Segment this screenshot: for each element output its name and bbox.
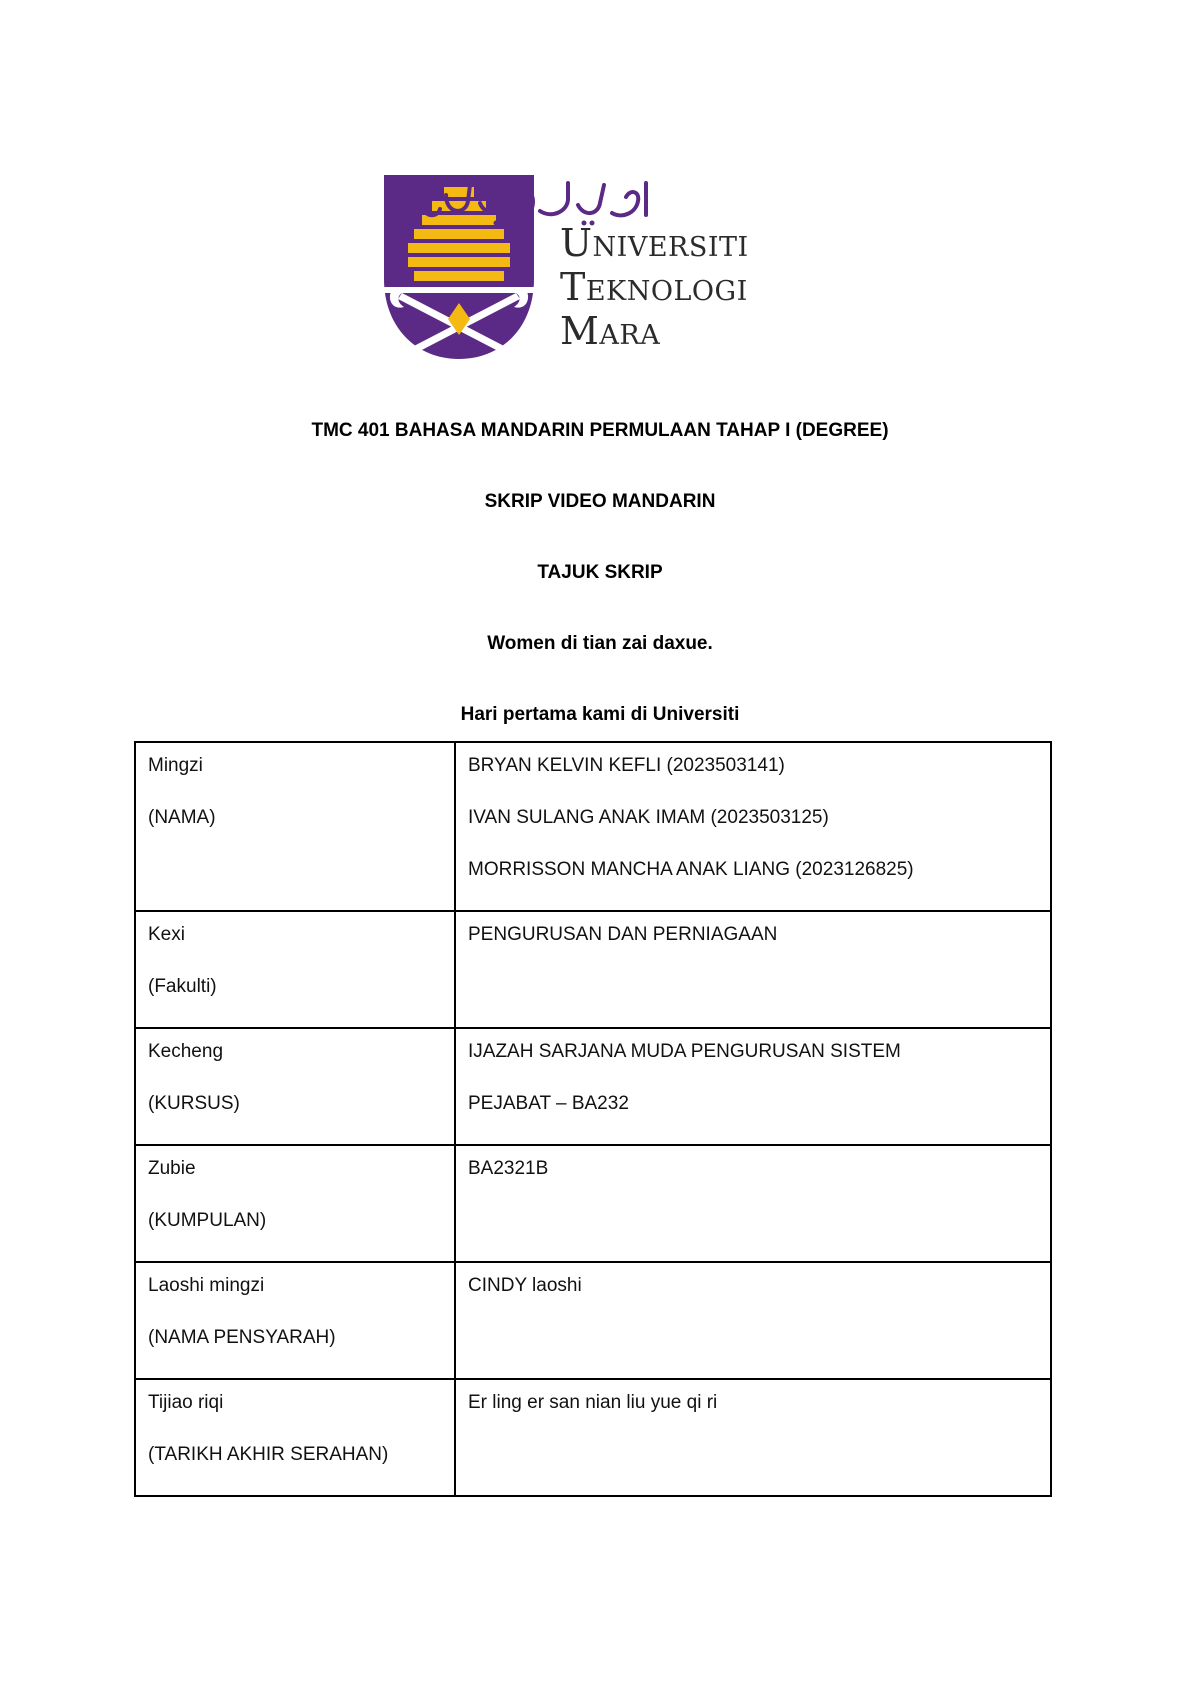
value-text: BA2321B bbox=[468, 1158, 549, 1179]
label-text: (NAMA PENSYARAH) bbox=[148, 1327, 336, 1348]
label-cell bbox=[135, 1145, 455, 1262]
table-row bbox=[135, 911, 1051, 1028]
label-cell bbox=[135, 911, 455, 1028]
label-text: Zubie bbox=[148, 1158, 196, 1179]
value-cell bbox=[455, 1379, 1051, 1496]
value-text: CINDY laoshi bbox=[468, 1275, 582, 1296]
value-text: PENGURUSAN DAN PERNIAGAAN bbox=[468, 924, 778, 945]
table-row bbox=[135, 1379, 1051, 1496]
topic-pinyin: Women di tian zai daxue. bbox=[487, 633, 713, 654]
label-text: (TARIKH AKHIR SERAHAN) bbox=[148, 1444, 389, 1465]
label-cell bbox=[135, 1379, 455, 1496]
label-text: Mingzi bbox=[148, 755, 203, 776]
label-text: Laoshi mingzi bbox=[148, 1275, 265, 1296]
table-row bbox=[135, 742, 1051, 911]
value-text: PEJABAT – BA232 bbox=[468, 1093, 629, 1114]
value-text: IVAN SULANG ANAK IMAM (2023503125) bbox=[468, 807, 829, 828]
value-text: BRYAN KELVIN KEFLI (2023503141) bbox=[468, 755, 785, 776]
label-text: Tijiao riqi bbox=[148, 1392, 224, 1413]
value-cell bbox=[455, 911, 1051, 1028]
label-text: (NAMA) bbox=[148, 807, 216, 828]
value-cell bbox=[455, 742, 1051, 911]
university-name-line: Universiti bbox=[560, 221, 749, 265]
label-cell bbox=[135, 742, 455, 911]
topic-label: TAJUK SKRIP bbox=[537, 562, 663, 583]
university-name-line: Teknologi bbox=[560, 265, 748, 309]
table-row bbox=[135, 1145, 1051, 1262]
university-name-line: Mara bbox=[560, 309, 661, 353]
value-text: IJAZAH SARJANA MUDA PENGURUSAN SISTEM bbox=[468, 1041, 901, 1062]
topic-malay: Hari pertama kami di Universiti bbox=[460, 704, 740, 725]
value-cell bbox=[455, 1262, 1051, 1379]
university-name bbox=[560, 221, 749, 353]
label-text: Kexi bbox=[148, 924, 185, 945]
table-row bbox=[135, 1028, 1051, 1145]
value-text: MORRISSON MANCHA ANAK LIANG (2023126825) bbox=[468, 859, 914, 880]
university-logo bbox=[384, 175, 836, 365]
course-title: TMC 401 BAHASA MANDARIN PERMULAAN TAHAP I (DEGREE) bbox=[311, 420, 889, 441]
value-cell bbox=[455, 1145, 1051, 1262]
label-cell bbox=[135, 1262, 455, 1379]
student-info-table bbox=[134, 741, 1052, 1497]
table-row bbox=[135, 1262, 1051, 1379]
value-cell bbox=[455, 1028, 1051, 1145]
label-text: (KUMPULAN) bbox=[148, 1210, 267, 1231]
label-text: Kecheng bbox=[148, 1041, 224, 1062]
document-subtitle: SKRIP VIDEO MANDARIN bbox=[484, 491, 716, 512]
jawi-wordmark-icon bbox=[384, 175, 654, 227]
label-cell bbox=[135, 1028, 455, 1145]
label-text: (KURSUS) bbox=[148, 1093, 240, 1114]
value-text: Er ling er san nian liu yue qi ri bbox=[468, 1392, 718, 1413]
label-text: (Fakulti) bbox=[148, 976, 217, 997]
